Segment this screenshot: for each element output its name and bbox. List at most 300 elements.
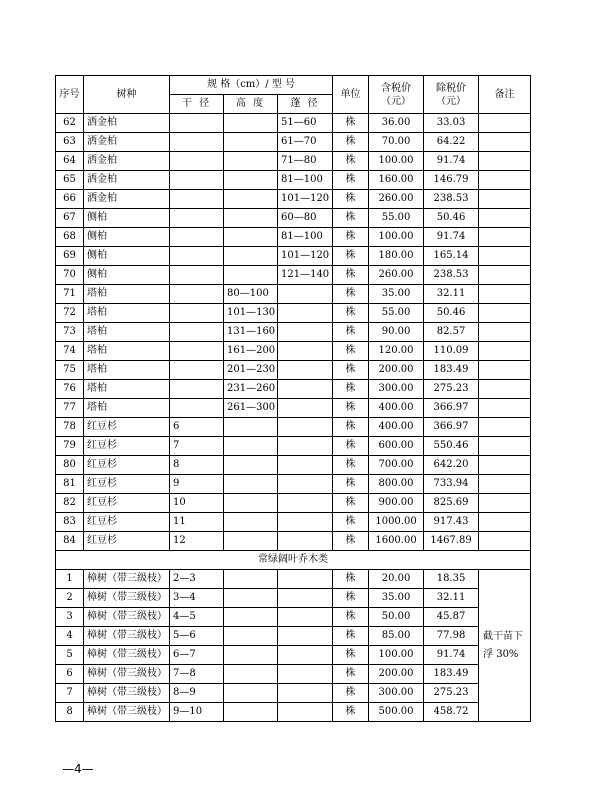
cell-height <box>224 589 278 608</box>
cell-price-notax: 50.46 <box>424 304 479 323</box>
cell-price-notax: 32.11 <box>424 589 479 608</box>
cell-species: 红豆杉 <box>84 456 170 475</box>
cell-unit: 株 <box>333 475 369 494</box>
cell-height <box>224 266 278 285</box>
cell-no: 8 <box>56 703 84 722</box>
cell-trunk: 9 <box>170 475 224 494</box>
cell-unit: 株 <box>333 532 369 551</box>
cell-no: 70 <box>56 266 84 285</box>
cell-no: 7 <box>56 684 84 703</box>
cell-height: 201—230 <box>224 361 278 380</box>
cell-no: 63 <box>56 133 84 152</box>
cell-height <box>224 665 278 684</box>
broadleaf-rows <box>56 551 531 722</box>
cell-unit: 株 <box>333 209 369 228</box>
cell-price-tax: 700.00 <box>369 456 424 475</box>
cell-no: 83 <box>56 513 84 532</box>
cell-unit: 株 <box>333 304 369 323</box>
cell-height <box>224 703 278 722</box>
cell-price-tax: 200.00 <box>369 361 424 380</box>
cell-no: 72 <box>56 304 84 323</box>
cell-unit: 株 <box>333 456 369 475</box>
cell-price-notax: 366.97 <box>424 399 479 418</box>
cell-price-notax: 642.20 <box>424 456 479 475</box>
table-row <box>56 589 531 608</box>
cell-crown: 81—100 <box>278 228 333 247</box>
cell-crown <box>278 627 333 646</box>
cell-species: 红豆杉 <box>84 475 170 494</box>
table-row <box>56 190 531 209</box>
col-price-tax-header <box>369 76 424 114</box>
cell-trunk <box>170 114 224 133</box>
cell-height: 231—260 <box>224 380 278 399</box>
cell-price-tax: 90.00 <box>369 323 424 342</box>
cell-remark <box>479 228 531 247</box>
cell-no: 77 <box>56 399 84 418</box>
cell-crown <box>278 532 333 551</box>
cell-price-tax: 120.00 <box>369 342 424 361</box>
cell-trunk: 7 <box>170 437 224 456</box>
cell-price-notax: 18.35 <box>424 570 479 589</box>
cell-crown <box>278 323 333 342</box>
cell-price-notax: 33.03 <box>424 114 479 133</box>
cell-price-notax: 275.23 <box>424 684 479 703</box>
table-row <box>56 133 531 152</box>
cell-remark <box>479 494 531 513</box>
cell-trunk: 10 <box>170 494 224 513</box>
cell-species: 侧柏 <box>84 247 170 266</box>
cell-trunk: 8—9 <box>170 684 224 703</box>
cell-species: 樟树（带三级枝） <box>84 608 170 627</box>
cell-species: 塔柏 <box>84 380 170 399</box>
cell-no: 2 <box>56 589 84 608</box>
cell-unit: 株 <box>333 646 369 665</box>
cell-species: 洒金柏 <box>84 171 170 190</box>
table-row <box>56 570 531 589</box>
cell-no: 67 <box>56 209 84 228</box>
cell-height <box>224 608 278 627</box>
cell-unit: 株 <box>333 323 369 342</box>
cell-crown <box>278 608 333 627</box>
cell-remark <box>479 532 531 551</box>
table-row <box>56 494 531 513</box>
cell-no: 64 <box>56 152 84 171</box>
cell-height <box>224 437 278 456</box>
cell-price-tax: 100.00 <box>369 646 424 665</box>
table-row <box>56 627 531 646</box>
cell-remark <box>479 513 531 532</box>
table-row <box>56 684 531 703</box>
cell-trunk: 7—8 <box>170 665 224 684</box>
cell-price-tax: 85.00 <box>369 627 424 646</box>
cell-price-tax: 260.00 <box>369 190 424 209</box>
cell-crown <box>278 361 333 380</box>
cell-trunk <box>170 190 224 209</box>
cell-price-tax: 100.00 <box>369 152 424 171</box>
cell-species: 红豆杉 <box>84 494 170 513</box>
cell-remark <box>479 133 531 152</box>
cell-height: 261—300 <box>224 399 278 418</box>
cell-trunk: 5—6 <box>170 627 224 646</box>
cell-price-notax: 1467.89 <box>424 532 479 551</box>
cell-trunk: 8 <box>170 456 224 475</box>
cell-trunk <box>170 266 224 285</box>
cell-remark <box>479 361 531 380</box>
cell-price-tax: 260.00 <box>369 266 424 285</box>
table-row <box>56 608 531 627</box>
cell-price-tax: 800.00 <box>369 475 424 494</box>
conifer-rows <box>56 114 531 551</box>
cell-no: 62 <box>56 114 84 133</box>
cell-unit: 株 <box>333 684 369 703</box>
cell-species: 洒金柏 <box>84 114 170 133</box>
cell-price-tax: 20.00 <box>369 570 424 589</box>
cell-unit: 株 <box>333 228 369 247</box>
cell-unit: 株 <box>333 342 369 361</box>
cell-unit: 株 <box>333 589 369 608</box>
cell-remark <box>479 304 531 323</box>
cell-remark <box>479 285 531 304</box>
cell-trunk: 6—7 <box>170 646 224 665</box>
cell-crown <box>278 380 333 399</box>
cell-price-tax: 160.00 <box>369 171 424 190</box>
cell-trunk: 3—4 <box>170 589 224 608</box>
table-row <box>56 399 531 418</box>
section-title: 常绿阔叶乔木类 <box>56 551 531 570</box>
cell-no: 80 <box>56 456 84 475</box>
cell-price-notax: 825.69 <box>424 494 479 513</box>
cell-crown <box>278 494 333 513</box>
cell-no: 73 <box>56 323 84 342</box>
cell-species: 洒金柏 <box>84 133 170 152</box>
price-notax-label: 除税价 <box>436 82 467 94</box>
cell-species: 塔柏 <box>84 361 170 380</box>
cell-price-notax: 91.74 <box>424 646 479 665</box>
cell-price-notax: 275.23 <box>424 380 479 399</box>
cell-unit: 株 <box>333 247 369 266</box>
cell-species: 塔柏 <box>84 323 170 342</box>
cell-crown <box>278 589 333 608</box>
table-row <box>56 532 531 551</box>
cell-remark <box>479 209 531 228</box>
cell-unit: 株 <box>333 570 369 589</box>
cell-price-tax: 180.00 <box>369 247 424 266</box>
cell-price-tax: 200.00 <box>369 665 424 684</box>
cell-height <box>224 209 278 228</box>
cell-remark <box>479 342 531 361</box>
cell-unit: 株 <box>333 266 369 285</box>
col-trunk-header: 干 径 <box>170 95 224 114</box>
cell-crown <box>278 513 333 532</box>
table-row <box>56 380 531 399</box>
cell-unit: 株 <box>333 627 369 646</box>
cell-price-notax: 917.43 <box>424 513 479 532</box>
table-row <box>56 361 531 380</box>
cell-price-tax: 35.00 <box>369 285 424 304</box>
cell-no: 78 <box>56 418 84 437</box>
cell-unit: 株 <box>333 114 369 133</box>
cell-price-tax: 55.00 <box>369 304 424 323</box>
price-table <box>55 75 531 722</box>
cell-no: 76 <box>56 380 84 399</box>
col-height-header: 高 度 <box>224 95 278 114</box>
cell-price-notax: 64.22 <box>424 133 479 152</box>
cell-crown: 71—80 <box>278 152 333 171</box>
cell-unit: 株 <box>333 380 369 399</box>
cell-remark <box>479 399 531 418</box>
cell-price-notax: 32.11 <box>424 285 479 304</box>
cell-species: 侧柏 <box>84 209 170 228</box>
cell-trunk <box>170 133 224 152</box>
cell-trunk: 12 <box>170 532 224 551</box>
cell-height <box>224 494 278 513</box>
cell-crown <box>278 703 333 722</box>
cell-species: 樟树（带三级枝） <box>84 570 170 589</box>
cell-species: 侧柏 <box>84 266 170 285</box>
cell-price-tax: 36.00 <box>369 114 424 133</box>
table-row <box>56 475 531 494</box>
cell-trunk: 4—5 <box>170 608 224 627</box>
cell-remark <box>479 323 531 342</box>
cell-height <box>224 627 278 646</box>
cell-species: 樟树（带三级枝） <box>84 646 170 665</box>
cell-no: 75 <box>56 361 84 380</box>
cell-species: 塔柏 <box>84 285 170 304</box>
table-header <box>56 76 531 114</box>
cell-price-notax: 45.87 <box>424 608 479 627</box>
cell-crown <box>278 665 333 684</box>
cell-height <box>224 171 278 190</box>
cell-crown <box>278 418 333 437</box>
cell-height <box>224 133 278 152</box>
cell-remark <box>479 456 531 475</box>
cell-remark <box>479 437 531 456</box>
cell-price-tax: 500.00 <box>369 703 424 722</box>
cell-price-notax: 366.97 <box>424 418 479 437</box>
cell-no: 6 <box>56 665 84 684</box>
cell-crown <box>278 342 333 361</box>
cell-unit: 株 <box>333 361 369 380</box>
cell-crown: 61—70 <box>278 133 333 152</box>
cell-price-notax: 77.98 <box>424 627 479 646</box>
cell-unit: 株 <box>333 133 369 152</box>
cell-price-notax: 183.49 <box>424 361 479 380</box>
cell-species: 红豆杉 <box>84 532 170 551</box>
cell-height: 80—100 <box>224 285 278 304</box>
cell-unit: 株 <box>333 190 369 209</box>
cell-species: 樟树（带三级枝） <box>84 684 170 703</box>
cell-remark <box>479 152 531 171</box>
cell-trunk <box>170 285 224 304</box>
cell-trunk <box>170 152 224 171</box>
table-row <box>56 285 531 304</box>
page-number: —4— <box>62 762 94 776</box>
cell-no: 5 <box>56 646 84 665</box>
table-row <box>56 418 531 437</box>
cell-unit: 株 <box>333 285 369 304</box>
cell-no: 66 <box>56 190 84 209</box>
cell-no: 65 <box>56 171 84 190</box>
table-row <box>56 513 531 532</box>
table-row <box>56 171 531 190</box>
cell-remark <box>479 114 531 133</box>
cell-species: 红豆杉 <box>84 513 170 532</box>
cell-height: 131—160 <box>224 323 278 342</box>
cell-price-notax: 165.14 <box>424 247 479 266</box>
cell-species: 洒金柏 <box>84 152 170 171</box>
cell-height <box>224 684 278 703</box>
cell-crown: 81—100 <box>278 171 333 190</box>
cell-unit: 株 <box>333 494 369 513</box>
cell-crown: 121—140 <box>278 266 333 285</box>
cell-price-tax: 900.00 <box>369 494 424 513</box>
cell-no: 81 <box>56 475 84 494</box>
cell-price-notax: 82.57 <box>424 323 479 342</box>
cell-height <box>224 646 278 665</box>
table-row <box>56 228 531 247</box>
cell-remark <box>479 475 531 494</box>
cell-species: 塔柏 <box>84 304 170 323</box>
cell-crown <box>278 475 333 494</box>
cell-trunk <box>170 209 224 228</box>
cell-crown <box>278 646 333 665</box>
cell-price-tax: 50.00 <box>369 608 424 627</box>
cell-price-tax: 1000.00 <box>369 513 424 532</box>
cell-price-notax: 458.72 <box>424 703 479 722</box>
table-row <box>56 323 531 342</box>
table-row <box>56 456 531 475</box>
cell-unit: 株 <box>333 437 369 456</box>
cell-unit: 株 <box>333 665 369 684</box>
cell-no: 74 <box>56 342 84 361</box>
cell-unit: 株 <box>333 418 369 437</box>
cell-crown <box>278 399 333 418</box>
cell-remark <box>479 418 531 437</box>
cell-no: 68 <box>56 228 84 247</box>
price-tax-unit: （元） <box>381 95 412 107</box>
cell-height <box>224 532 278 551</box>
cell-price-notax: 238.53 <box>424 190 479 209</box>
cell-no: 84 <box>56 532 84 551</box>
cell-trunk: 9—10 <box>170 703 224 722</box>
cell-height <box>224 570 278 589</box>
table-row <box>56 304 531 323</box>
cell-no: 79 <box>56 437 84 456</box>
cell-species: 红豆杉 <box>84 437 170 456</box>
cell-crown: 101—120 <box>278 190 333 209</box>
price-tax-label: 含税价 <box>381 82 412 94</box>
cell-crown <box>278 304 333 323</box>
cell-species: 樟树（带三级枝） <box>84 665 170 684</box>
table-row <box>56 437 531 456</box>
cell-price-tax: 55.00 <box>369 209 424 228</box>
cell-price-notax: 183.49 <box>424 665 479 684</box>
cell-height: 101—130 <box>224 304 278 323</box>
cell-remark <box>479 190 531 209</box>
cell-remark <box>479 171 531 190</box>
cell-price-notax: 50.46 <box>424 209 479 228</box>
cell-no: 82 <box>56 494 84 513</box>
cell-trunk <box>170 171 224 190</box>
cell-unit: 株 <box>333 152 369 171</box>
cell-height: 161—200 <box>224 342 278 361</box>
cell-trunk: 11 <box>170 513 224 532</box>
cell-species: 红豆杉 <box>84 418 170 437</box>
cell-price-tax: 400.00 <box>369 418 424 437</box>
cell-price-tax: 70.00 <box>369 133 424 152</box>
cell-crown <box>278 684 333 703</box>
cell-remark <box>479 247 531 266</box>
cell-trunk <box>170 361 224 380</box>
cell-species: 洒金柏 <box>84 190 170 209</box>
table-row <box>56 665 531 684</box>
col-unit-header: 单位 <box>333 76 369 114</box>
cell-height <box>224 418 278 437</box>
cell-price-notax: 91.74 <box>424 228 479 247</box>
cell-species: 塔柏 <box>84 342 170 361</box>
table-row <box>56 703 531 722</box>
cell-unit: 株 <box>333 608 369 627</box>
cell-trunk <box>170 304 224 323</box>
cell-unit: 株 <box>333 399 369 418</box>
cell-crown: 101—120 <box>278 247 333 266</box>
cell-crown <box>278 285 333 304</box>
cell-height <box>224 513 278 532</box>
cell-no: 3 <box>56 608 84 627</box>
cell-no: 4 <box>56 627 84 646</box>
table-row <box>56 342 531 361</box>
cell-price-tax: 300.00 <box>369 684 424 703</box>
cell-price-notax: 550.46 <box>424 437 479 456</box>
table-row <box>56 247 531 266</box>
table-row <box>56 114 531 133</box>
cell-crown: 60—80 <box>278 209 333 228</box>
cell-remark: 截干苗下浮 30% <box>479 570 531 722</box>
table-row <box>56 266 531 285</box>
col-remark-header: 备注 <box>479 76 531 114</box>
section-row <box>56 551 531 570</box>
col-no-header: 序号 <box>56 76 84 114</box>
cell-trunk: 2—3 <box>170 570 224 589</box>
cell-crown <box>278 570 333 589</box>
cell-no: 69 <box>56 247 84 266</box>
cell-trunk <box>170 399 224 418</box>
cell-unit: 株 <box>333 513 369 532</box>
cell-species: 樟树（带三级枝） <box>84 627 170 646</box>
table-row <box>56 152 531 171</box>
cell-crown <box>278 437 333 456</box>
cell-unit: 株 <box>333 171 369 190</box>
cell-price-tax: 1600.00 <box>369 532 424 551</box>
cell-remark <box>479 380 531 399</box>
col-spec-header: 规 格（cm）/ 型 号 <box>170 76 333 95</box>
cell-species: 侧柏 <box>84 228 170 247</box>
col-price-notax-header <box>424 76 479 114</box>
price-notax-unit: （元） <box>436 95 467 107</box>
cell-trunk <box>170 380 224 399</box>
cell-price-tax: 600.00 <box>369 437 424 456</box>
cell-price-notax: 110.09 <box>424 342 479 361</box>
cell-trunk: 6 <box>170 418 224 437</box>
cell-price-tax: 300.00 <box>369 380 424 399</box>
cell-crown: 51—60 <box>278 114 333 133</box>
cell-price-notax: 146.79 <box>424 171 479 190</box>
cell-no: 71 <box>56 285 84 304</box>
cell-height <box>224 456 278 475</box>
cell-height <box>224 152 278 171</box>
cell-height <box>224 247 278 266</box>
cell-species: 樟树（带三级枝） <box>84 703 170 722</box>
